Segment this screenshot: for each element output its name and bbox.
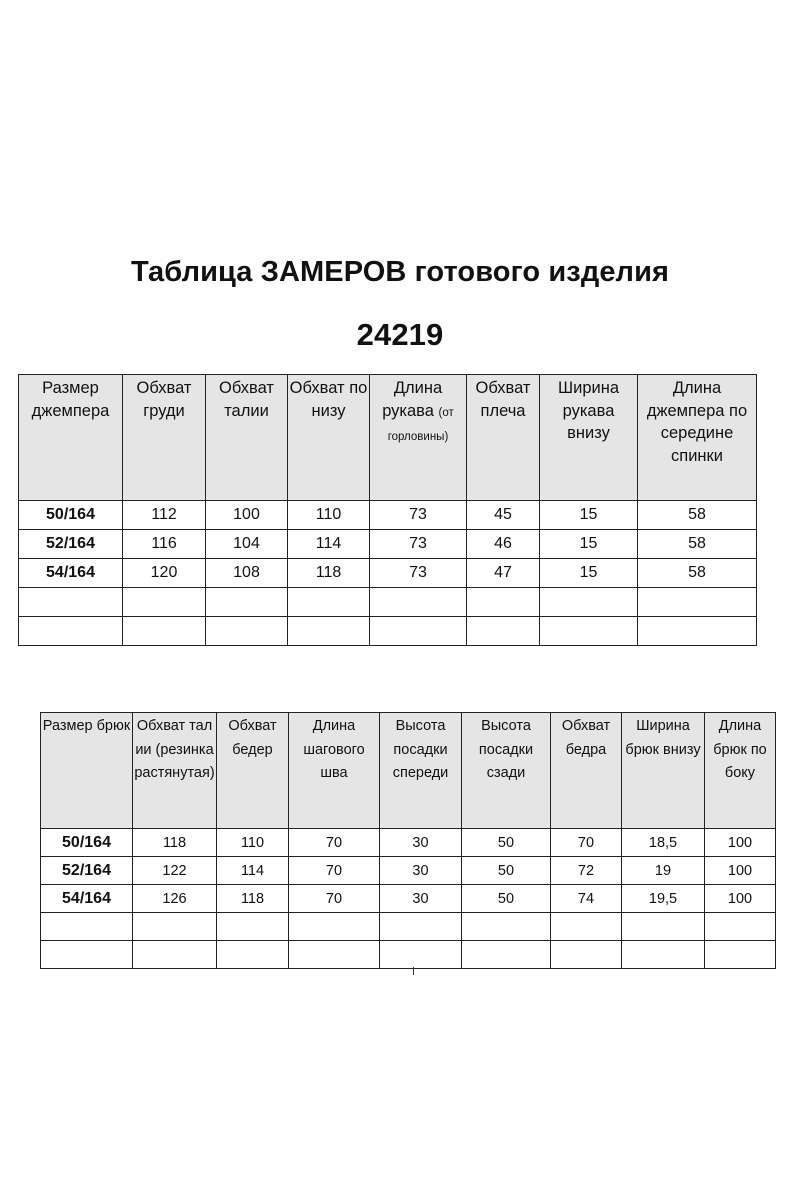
trousers-header-row <box>41 713 776 829</box>
jumper-value-cell: 116 <box>123 530 206 559</box>
trousers-value-cell <box>380 913 462 941</box>
jumper-value-cell: 73 <box>370 530 467 559</box>
jumper-value-cell: 15 <box>540 559 638 588</box>
trousers-header-back-rise: Высота посадки сзади <box>462 713 551 829</box>
jumper-value-cell <box>467 588 540 617</box>
trousers-value-cell: 100 <box>705 829 776 857</box>
sleeve-length-note: (от горловины) <box>387 406 454 443</box>
trousers-value-cell: 19,5 <box>622 885 705 913</box>
trousers-value-cell <box>380 941 462 969</box>
trousers-value-cell <box>289 941 380 969</box>
jumper-header-back-length: Длина джемпера по середине спинки <box>638 375 757 501</box>
trousers-value-cell <box>705 913 776 941</box>
trousers-header-waist: Обхват талии (резинка растянутая) <box>133 713 217 829</box>
trousers-value-cell: 118 <box>217 885 289 913</box>
jumper-value-cell: 47 <box>467 559 540 588</box>
jumper-row <box>19 501 757 530</box>
trousers-value-cell: 70 <box>551 829 622 857</box>
jumper-value-cell: 100 <box>206 501 288 530</box>
trousers-size-cell <box>41 941 133 969</box>
jumper-value-cell <box>123 588 206 617</box>
jumper-value-cell <box>288 617 370 646</box>
jumper-header-row <box>19 375 757 501</box>
jumper-value-cell <box>370 617 467 646</box>
trousers-value-cell: 74 <box>551 885 622 913</box>
trousers-value-cell: 114 <box>217 857 289 885</box>
trousers-header-front-rise: Высота посадки спереди <box>380 713 462 829</box>
trousers-value-cell <box>551 913 622 941</box>
trousers-row <box>41 829 776 857</box>
article-number: 24219 <box>356 317 444 352</box>
jumper-value-cell: 58 <box>638 501 757 530</box>
trousers-table-body <box>41 829 776 969</box>
trousers-value-cell <box>133 913 217 941</box>
jumper-size-cell: 54/164 <box>19 559 123 588</box>
jumper-header-hem: Обхват по низу <box>288 375 370 501</box>
trousers-value-cell: 118 <box>133 829 217 857</box>
jumper-value-cell <box>638 588 757 617</box>
trousers-value-cell <box>622 913 705 941</box>
trousers-value-cell: 50 <box>462 829 551 857</box>
jumper-row <box>19 588 757 617</box>
trousers-value-cell <box>133 941 217 969</box>
trousers-size-cell: 52/164 <box>41 857 133 885</box>
trousers-value-cell: 72 <box>551 857 622 885</box>
trousers-value-cell: 70 <box>289 829 380 857</box>
jumper-header-chest: Обхват груди <box>123 375 206 501</box>
jumper-header-waist: Обхват талии <box>206 375 288 501</box>
jumper-value-cell: 73 <box>370 501 467 530</box>
trousers-value-cell: 70 <box>289 857 380 885</box>
trousers-row <box>41 885 776 913</box>
trousers-row <box>41 913 776 941</box>
trousers-value-cell: 100 <box>705 857 776 885</box>
jumper-value-cell <box>540 617 638 646</box>
jumper-table-body <box>19 501 757 646</box>
trousers-value-cell: 30 <box>380 857 462 885</box>
trousers-value-cell: 100 <box>705 885 776 913</box>
jumper-value-cell: 112 <box>123 501 206 530</box>
trousers-value-cell: 30 <box>380 885 462 913</box>
trousers-header-side-length: Длина брюк по боку <box>705 713 776 829</box>
trousers-value-cell <box>551 941 622 969</box>
jumper-value-cell <box>540 588 638 617</box>
trousers-value-cell: 126 <box>133 885 217 913</box>
jumper-header-sleeve-width: Ширина рукава внизу <box>540 375 638 501</box>
trousers-value-cell: 50 <box>462 885 551 913</box>
jumper-value-cell: 15 <box>540 501 638 530</box>
trousers-value-cell: 110 <box>217 829 289 857</box>
trousers-value-cell <box>622 941 705 969</box>
jumper-value-cell <box>123 617 206 646</box>
trousers-header-hips: Обхват бедер <box>217 713 289 829</box>
trousers-value-cell: 122 <box>133 857 217 885</box>
jumper-value-cell: 58 <box>638 530 757 559</box>
jumper-value-cell <box>288 588 370 617</box>
trousers-size-cell: 50/164 <box>41 829 133 857</box>
jumper-measurements-table <box>18 374 757 646</box>
jumper-size-cell <box>19 617 123 646</box>
stray-mark <box>413 967 414 975</box>
trousers-header-thigh: Обхват бедра <box>551 713 622 829</box>
trousers-size-cell <box>41 913 133 941</box>
jumper-value-cell: 110 <box>288 501 370 530</box>
trousers-value-cell <box>217 941 289 969</box>
jumper-value-cell: 104 <box>206 530 288 559</box>
jumper-value-cell: 114 <box>288 530 370 559</box>
trousers-value-cell: 30 <box>380 829 462 857</box>
trousers-header-size: Размер брюк <box>41 713 133 829</box>
trousers-value-cell: 70 <box>289 885 380 913</box>
jumper-value-cell: 15 <box>540 530 638 559</box>
trousers-measurements-table <box>40 712 776 969</box>
trousers-value-cell <box>462 913 551 941</box>
trousers-header-leg-width: Ширина брюк внизу <box>622 713 705 829</box>
trousers-value-cell <box>705 941 776 969</box>
jumper-header-shoulder: Обхват плеча <box>467 375 540 501</box>
jumper-value-cell: 58 <box>638 559 757 588</box>
trousers-row <box>41 941 776 969</box>
jumper-value-cell <box>206 617 288 646</box>
jumper-value-cell: 108 <box>206 559 288 588</box>
trousers-header-inseam: Длина шагового шва <box>289 713 380 829</box>
jumper-value-cell: 46 <box>467 530 540 559</box>
jumper-size-cell: 50/164 <box>19 501 123 530</box>
sleeve-length-label: Длина рукава <box>382 379 443 420</box>
jumper-header-sleeve-length <box>370 375 467 501</box>
jumper-value-cell <box>467 617 540 646</box>
trousers-size-cell: 54/164 <box>41 885 133 913</box>
trousers-value-cell <box>462 941 551 969</box>
document-title: Таблица ЗАМЕРОВ готового изделия <box>130 256 670 288</box>
jumper-value-cell <box>638 617 757 646</box>
trousers-value-cell: 19 <box>622 857 705 885</box>
jumper-value-cell: 45 <box>467 501 540 530</box>
jumper-value-cell: 118 <box>288 559 370 588</box>
jumper-size-cell <box>19 588 123 617</box>
trousers-value-cell <box>217 913 289 941</box>
jumper-value-cell: 120 <box>123 559 206 588</box>
jumper-row <box>19 617 757 646</box>
trousers-value-cell: 50 <box>462 857 551 885</box>
trousers-value-cell <box>289 913 380 941</box>
jumper-value-cell <box>370 588 467 617</box>
jumper-value-cell: 73 <box>370 559 467 588</box>
jumper-size-cell: 52/164 <box>19 530 123 559</box>
jumper-value-cell <box>206 588 288 617</box>
trousers-value-cell: 18,5 <box>622 829 705 857</box>
jumper-row <box>19 559 757 588</box>
jumper-header-size: Размер джемпера <box>19 375 123 501</box>
trousers-row <box>41 857 776 885</box>
jumper-row <box>19 530 757 559</box>
